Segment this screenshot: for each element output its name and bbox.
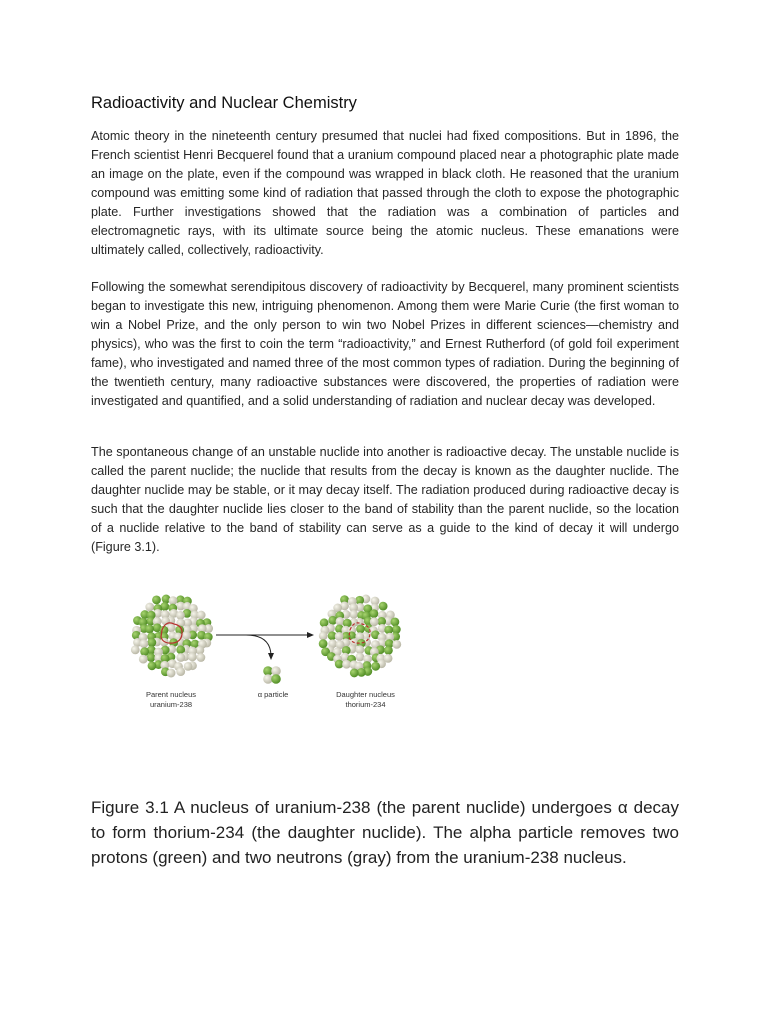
paragraph-3: The spontaneous change of an unstable nuclide into another is radioactive decay. The unstable nuclide is called the parent nuclide; the nuclide that results from the decay is known as the daughter nuclide. The daughter nuclide may be stable, or it may decay itself. The radiation produced during radioactive decay is such that the daughter nuclide lies closer to the band of stability than the parent nuclide, so the location of a nuclide relative to the band of stability can serve as a guide to the kind of decay it will undergo (Figure 3.1). xyxy=(91,445,679,554)
paragraph-2: Following the somewhat serendipitous discovery of radioactivity by Becquerel, many prominent scientists began to investigate this new, intriguing phenomenon. Among them were Marie Curie (the first woman to win a Nobel Prize, and the only person to win two Nobel Prizes in different sciences—chemistry and physics), who was the first to coin the term “radioactivity,” and Ernest Rutherford (of gold foil experiment fame), who investigated and named three of the most common types of radiation. During the beginning of the twentieth century, many radioactive substances were discovered, the properties of radiation were investigated and quantified, and a solid understanding of radiation and nuclear decay was developed. xyxy=(91,280,679,408)
alpha-particle-icon xyxy=(263,666,281,684)
alpha-decay-figure xyxy=(118,593,428,718)
alpha-particle-label: α particle xyxy=(257,690,289,699)
daughter-nucleus-icon xyxy=(319,595,401,678)
arrow-icon xyxy=(216,632,314,660)
paragraph-1: Atomic theory in the nineteenth century presumed that nuclei had fixed compositions. But in 1896, the French scientist Henri Becquerel found that a uranium compound placed near a photographic plate made an image on the plate, even if the compound was wrapped in black cloth. He reasoned that the uranium compound was emitting some kind of radiation that passed through the cloth to expose the photographic plate. Further investigations showed that the radiation was a combination of particles and electromagnetic rays, with its ultimate source being the atomic nucleus. These emanations were ultimately called, collectively, radioactivity. xyxy=(91,129,679,257)
figure-caption: Figure 3.1 A nucleus of uranium-238 (the parent nuclide) undergoes α decay to form thorium-234 (the daughter nuclide). The alpha particle removes two protons (green) and two neutrons (gray) from the uranium-238 nucleus. xyxy=(91,798,679,867)
parent-nucleus-label: Parent nucleus uranium-238 xyxy=(145,690,197,709)
section-title: Radioactivity and Nuclear Chemistry xyxy=(91,94,357,112)
daughter-nucleus-label: Daughter nucleus thorium-234 xyxy=(336,690,395,709)
parent-nucleus-icon xyxy=(131,595,213,678)
